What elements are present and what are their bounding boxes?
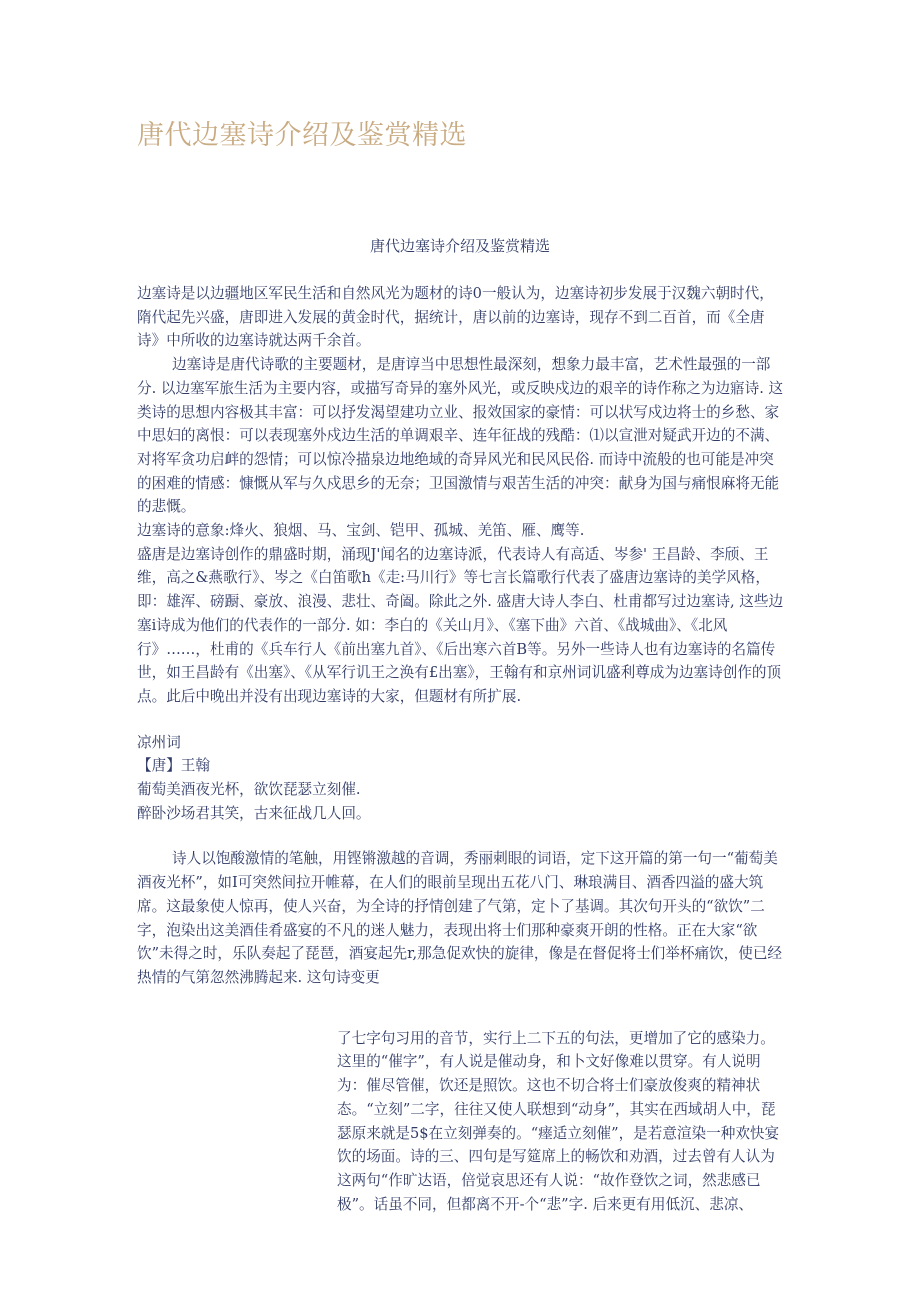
high-tang-paragraph: 盛唐是边塞诗创作的鼎盛时期，涌现J'闻名的边塞诗派，代表诗人有高适、岑参' 王昌龄、李颀、王维，高之&燕歌行》、岑之《白笛歌h《走:马川行》等七言长篇歌行代表了盛唐边塞诗的美学风格，即：雄浑、磅蹰、豪放、浪漫、悲壮、奇阖。除此之外. 盛唐大诗人李白、杜甫都写过边塞诗, 这些边塞i诗成为他们的代表作的一部分. 如：李白的《关山月》、《塞下曲》六首、《战城曲》、《北风行》……，杜甫的《兵车行人《前出塞九首》、《后出寒六首B等。另外一些诗人也有边塞诗的名篇传世，如王昌龄有《出塞》、《从军行讥王之涣有£出塞》，王翰有和京州词讥盛利尊成为边塞诗创作的顶点。此后中晚出并没有出现边塞诗的大家，但题材有所扩展.: [137, 545, 784, 705]
poem-title: 凉州词: [137, 733, 181, 751]
document-body: [137, 282, 785, 1216]
poem-line: 醉卧沙场君其笑，古来征战几人回。: [137, 804, 371, 822]
imagery-paragraph: 边塞诗的意象:烽火、狼烟、马、宝剑、铠甲、孤城、羌笛、雁、鹰等.: [137, 522, 585, 540]
poem-author: 【唐】王翰: [137, 757, 210, 775]
intro-paragraph: 边塞诗是以边疆地区军民生活和自然风光为题材的诗0一般认为，边塞诗初步发展于汉魏六朝时代，隋代起先兴盛，唐即进入发展的黄金时代，据统计，唐以前的边塞诗，现存不到二百首，而《全唐诗》中所收的边塞诗就达两千余首。: [137, 285, 774, 350]
analysis-continuation: 了七字句习用的音节，实行上二下五的句法，更增加了它的感染力。这里的“催字”，有人说是催动身，和卜文好像难以贯穿。有人说明为：催尽管催，饮还是照饮。这也不切合将士们豪放俊爽的精神状态。“立刻”二字，往往又使人联想到“动身”，其实在西域胡人中，琵瑟原来就是5$在立刻弹奏的。“瘗适立刻催”，是若意渲染一种欢快宴饮的场面。诗的三、四句是写筵席上的畅饮和劝酒，过去曾有人认为这两句“作旷达语，倍觉哀思还有人说：“故作登饮之词，然悲感已极”。话虽不同，但都离不开-个“悲”字. 后来更有用低沉、悲凉、: [337, 1029, 780, 1213]
document-subtitle: 唐代边塞诗介绍及鉴赏精选: [369, 237, 550, 255]
poem-line: 葡萄美酒夜光杯，欲饮琵瑟立刻催.: [137, 781, 361, 799]
theme-paragraph: 边塞诗是唐代诗歌的主要题材，是唐谆当中思想性最深刻，想象力最丰富，艺术性最强的一部分. 以边塞军旅生活为主要内容，或描写奇异的塞外风光，或反映戍边的艰辛的诗作称之为边寤诗. 这类诗的思想内容极其丰富：可以抒发渴望建功立业、报效国家的豪情：可以状写戍边将士的乡愁、家中思妇的离恨：可以表现塞外戍边生活的单调艰辛、连年征战的残酷：⑴以宣泄对疑武开边的不满、对将军贪功启衅的怨情；可以惊冷描泉边地绝域的奇异风光和民风民俗. 而诗中流般的也可能是冲突的困难的情感：慷慨从军与久戍思乡的无奈；卫国激情与艰苦生活的冲突：献身为国与痛恨麻将无能的悲慨。: [137, 356, 784, 516]
page-title: 唐代边塞诗介绍及鉴赏精选: [137, 120, 467, 151]
analysis-paragraph: 诗人以饱酸激情的笔触，用铿锵激越的音调，秀丽刺眼的词语，定下这开篇的第一句一“葡萄美酒夜光杯”，如I可突然间拉开帷幕，在人们的眼前呈现出五花八门、琳琅满目、酒香四溢的盛大筑席。这最象使人惊再，使人兴奋，为全诗的抒情创建了气第，定卜了基调。其次句开头的“欲饮”二字，泡染出这美酒佳肴盛宴的不凡的迷人魅力，表现出将士们那种豪爽开朗的性格。正在大家“欲饮”未得之时，乐队奏起了琵琶，酒宴起先r,那急促欢快的旋律，像是在督促将士们举杯痛饮，使已经热情的气第忽然沸腾起来. 这句诗变更: [137, 850, 783, 986]
